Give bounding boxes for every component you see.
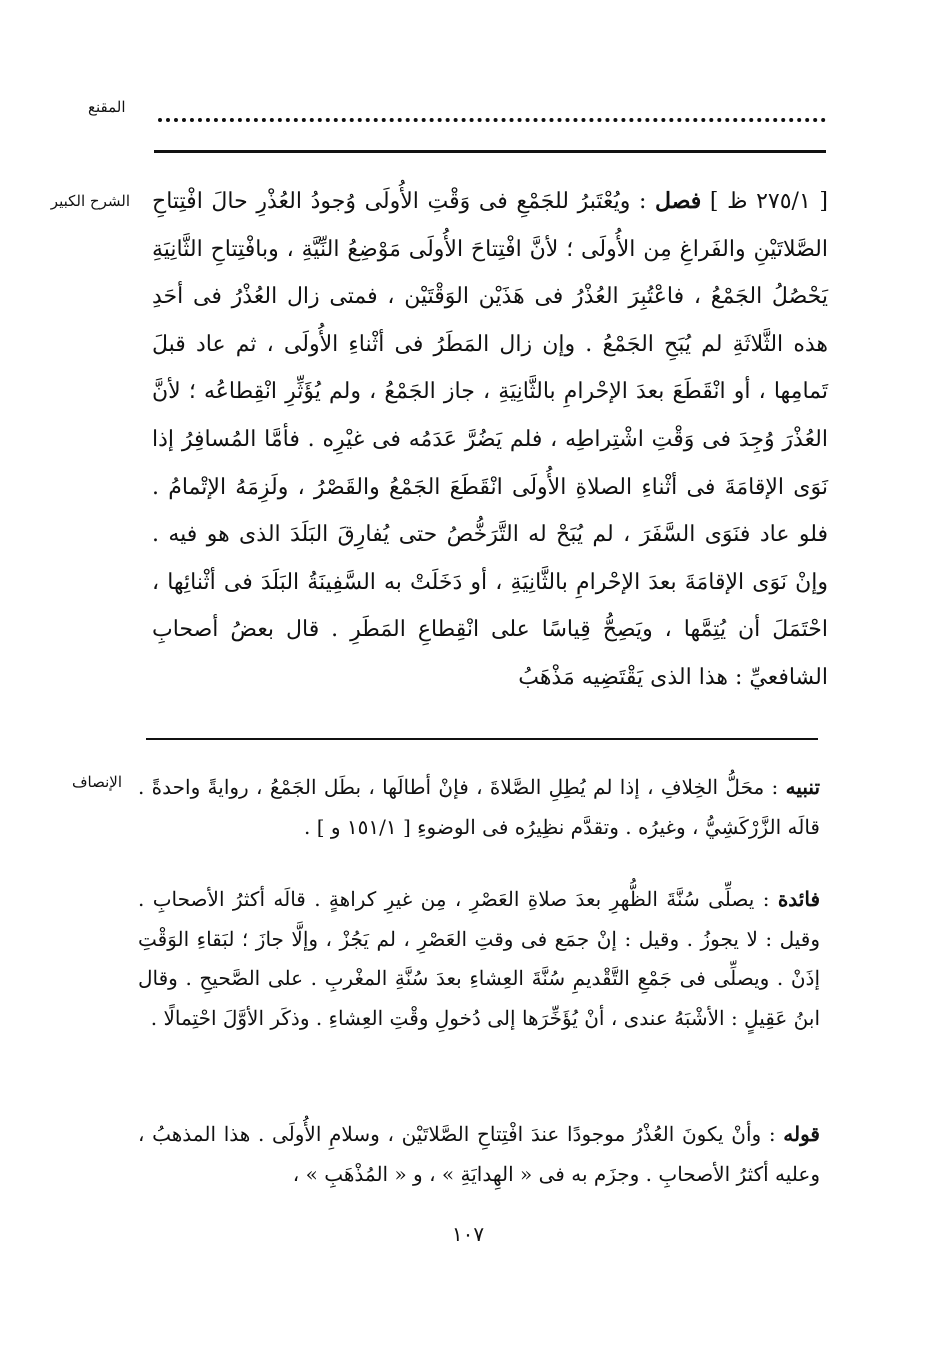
insaf-tanbih-paragraph [138, 768, 820, 847]
insaf-faida-paragraph [138, 880, 820, 1038]
faida-label: فائدة [777, 887, 821, 911]
tanbih-body: : محَلُّ الخِلافِ ، إذا لم يُطِلِ الصَّلاةَ ، فإنْ أطالَها ، بطَل الجَمْعُ ، روايةً واحدةً . قالَه الزَّرْكَشِيُّ ، وغيرُه . وتقدَّم نظِيرُه فى الوضوءِ [ ١٥١/١ و ] . [138, 775, 820, 839]
qawluh-label: قوله [783, 1122, 820, 1146]
sharh-body: : ويُعْتَبرُ للجَمْعِ فى وَقْتِ الأُولَى وُجودُ العُذْرِ حالَ افْتِتاحِ الصَّلاتَيْنِ والفَراغِ مِن الأُولَى ؛ لأنَّ افْتِتاحَ الأُولَى مَوْضِعُ النِّيَّةِ ، وبافْتِتاحِ الثَّانِيَةِ يَحْصُلُ الجَمْعُ ، فاعْتُبِرَ العُذْرُ فى هَذَيْن الوَقْتَيْن ، فمتى زال العُذْرُ فى أحَدِ هذه الثَّلاثَةِ لم يُبَحِ الجَمْعُ . وإن زال المَطَرُ فى أثْناءِ الأُولَى ، ثم عاد قبلَ تَمامِها ، أو انْقَطَعَ بعدَ الإحْرامِ بالثَّانِيَةِ ، جاز الجَمْعُ ، ولم يُؤَثِّرِ انْقِطاعُه ؛ لأنَّ العُذْرَ وُجِدَ فى وَقْتِ اشْتِراطِه ، فلم يَضُرَّ عَدَمُه فى غيْرِه . فأمَّا المُسافِرُ إذا نَوَى الإقامَةَ فى أثْناءِ الصلاةِ الأُولَى انْقَطَعَ الجَمْعُ والقَصْرُ ، ولَزِمَهُ الإتْمامُ . فلو عاد فنَوَى السَّفَرَ ، لم يُبَحْ له التَّرَخُّصُ حتى يُفارِقَ البَلَدَ الذى هو فيه . وإنْ نَوَى الإقامَةَ بعدَ الإحْرامِ بالثَّانِيَةِ ، أو دَخَلَتْ به السَّفِينَةُ البَلَدَ فى أثْنائِها ، احْتَمَلَ أن يُتِمَّها ، ويَصِحُّ قِياسًا على انْقِطاعِ المَطَرِ . قال بعضُ أصحابِ الشافعيِّ : هذا الذى يَقْتَضِيه مَذْهَبُ [152, 189, 828, 690]
header-dotted-rule [158, 118, 826, 122]
header-rule [154, 150, 826, 153]
sharh-label: فصل [655, 188, 702, 214]
side-label-sharh: الشرح الكبير [50, 192, 130, 210]
insaf-qawluh-paragraph [138, 1115, 820, 1194]
sharh-text-block [152, 178, 828, 702]
header-title: المقنع [88, 98, 126, 116]
page-number: ١٠٧ [451, 1222, 485, 1246]
qawluh-body: : وأنْ يكونَ العُذْرُ موجودًا عندَ افْتِتاحِ الصَّلاتَيْن ، وسلامِ الأُولَى . هذا المذهبُ ، وعليه أكثرُ الأصحابِ . وجزَم به فى « الهِدايَةِ » ، و « المُذْهَبِ » ، [138, 1122, 820, 1186]
sharh-ref: [ ٢٧٥/١ ظ ] [709, 189, 828, 214]
section-divider [146, 738, 818, 740]
side-label-insaf: الإنصاف [71, 773, 122, 791]
tanbih-label: تنبيه [785, 775, 821, 799]
faida-body: : يصلِّى سُنَّةَ الظُّهرِ بعدَ صلاةِ العَصْرِ ، مِن غيرِ كراهةٍ . قالَه أكثرُ الأصحابِ . وقيل : لا يجوزُ . وقيل : إنْ جمَع فى وقتِ العَصْرِ ، لم يَجُزْ ، وإلَّا جازَ ؛ لبَقاءِ الوَقْتِ إذَنْ . ويصلِّى فى جَمْعِ التَّقْديمِ سُنَّةَ العِشاءِ بعدَ سُنَّةِ المغْربِ . على الصَّحيحِ . وقال ابنُ عَقِيلٍ : الأشْبَهُ عندى ، أنْ يُؤَخِّرَها إلى دُخولِ وقْتِ العِشاءِ . وذكَر الأوَّلَ احْتِمالًا . [138, 887, 820, 1030]
